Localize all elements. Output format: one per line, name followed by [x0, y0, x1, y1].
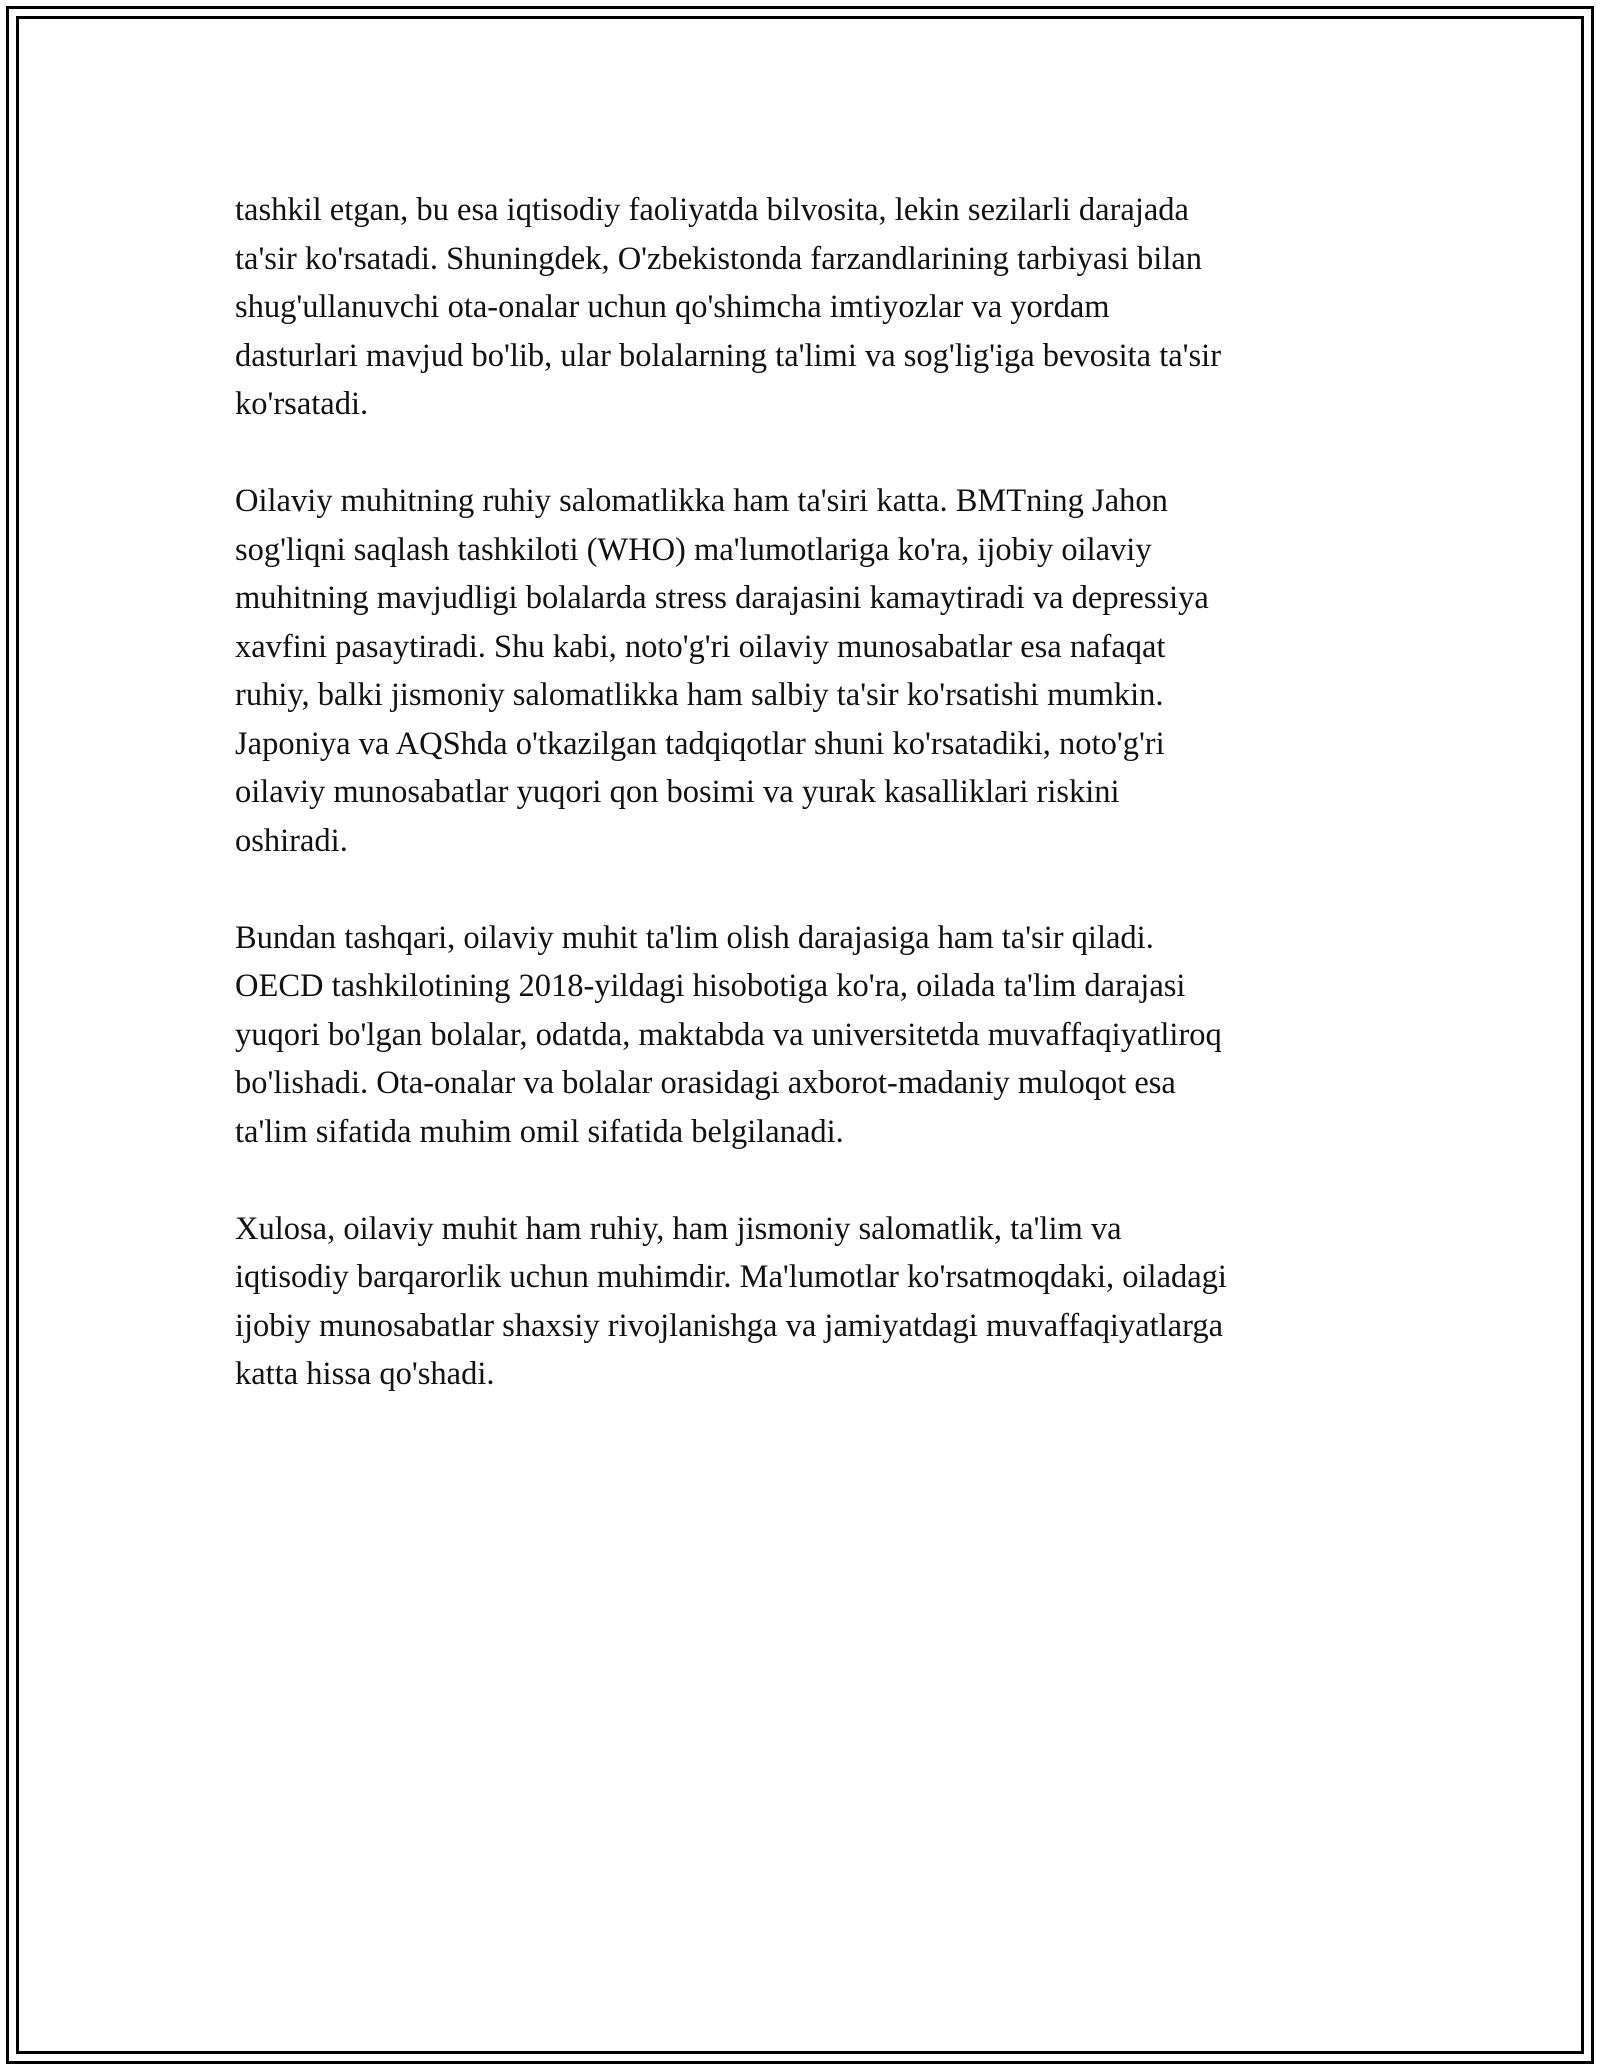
- paragraph-education: Bundan tashqari, oilaviy muhit ta'lim olish darajasiga ham ta'sir qiladi. OECD tashkilotining 2018-yildagi hisobotiga ko'ra, oilada ta'lim darajasi yuqori bo'lgan bolalar, odatda, maktabda va universitetda muvaffaqiyatliroq bo'lishadi. Ota-onalar va bolalar orasidagi axborot-madaniy muloqot esa ta'lim sifatida muhim omil sifatida belgilanadi.: [235, 919, 1222, 1150]
- document-body: [235, 186, 1375, 1447]
- paragraph-mental-health: Oilaviy muhitning ruhiy salomatlikka ham ta'siri katta. BMTning Jahon sog'liqni saqlash tashkiloti (WHO) ma'lumotlariga ko'ra, ijobiy oilaviy muhitning mavjudligi bolalarda stress darajasini kamaytiradi va depressiya xavfini pasaytiradi. Shu kabi, noto'g'ri oilaviy munosabatlar esa nafaqat ruhiy, balki jismoniy salomatlikka ham salbiy ta'sir ko'rsatishi mumkin. Japoniya va AQShda o'tkazilgan tadqiqotlar shuni ko'rsatadiki, noto'g'ri oilaviy munosabatlar yuqori qon bosimi va yurak kasalliklari riskini oshiradi.: [235, 483, 1209, 859]
- paragraph-conclusion: Xulosa, oilaviy muhit ham ruhiy, ham jismoniy salomatlik, ta'lim va iqtisodiy barqarorlik uchun muhimdir. Ma'lumotlar ko'rsatmoqdaki, oiladagi ijobiy munosabatlar shaxsiy rivojlanishga va jamiyatdagi muvaffaqiyatlarga katta hissa qo'shadi.: [235, 1210, 1227, 1392]
- paragraph-economic-support: tashkil etgan, bu esa iqtisodiy faoliyatda bilvosita, lekin sezilarli darajada ta'sir ko'rsatadi. Shuningdek, O'zbekistonda farzandlarining tarbiyasi bilan shug'ullanuvchi ota-onalar uchun qo'shimcha imtiyozlar va yordam dasturlari mavjud bo'lib, ular bolalarning ta'limi va sog'lig'iga bevosita ta'sir ko'rsatadi.: [235, 192, 1222, 422]
